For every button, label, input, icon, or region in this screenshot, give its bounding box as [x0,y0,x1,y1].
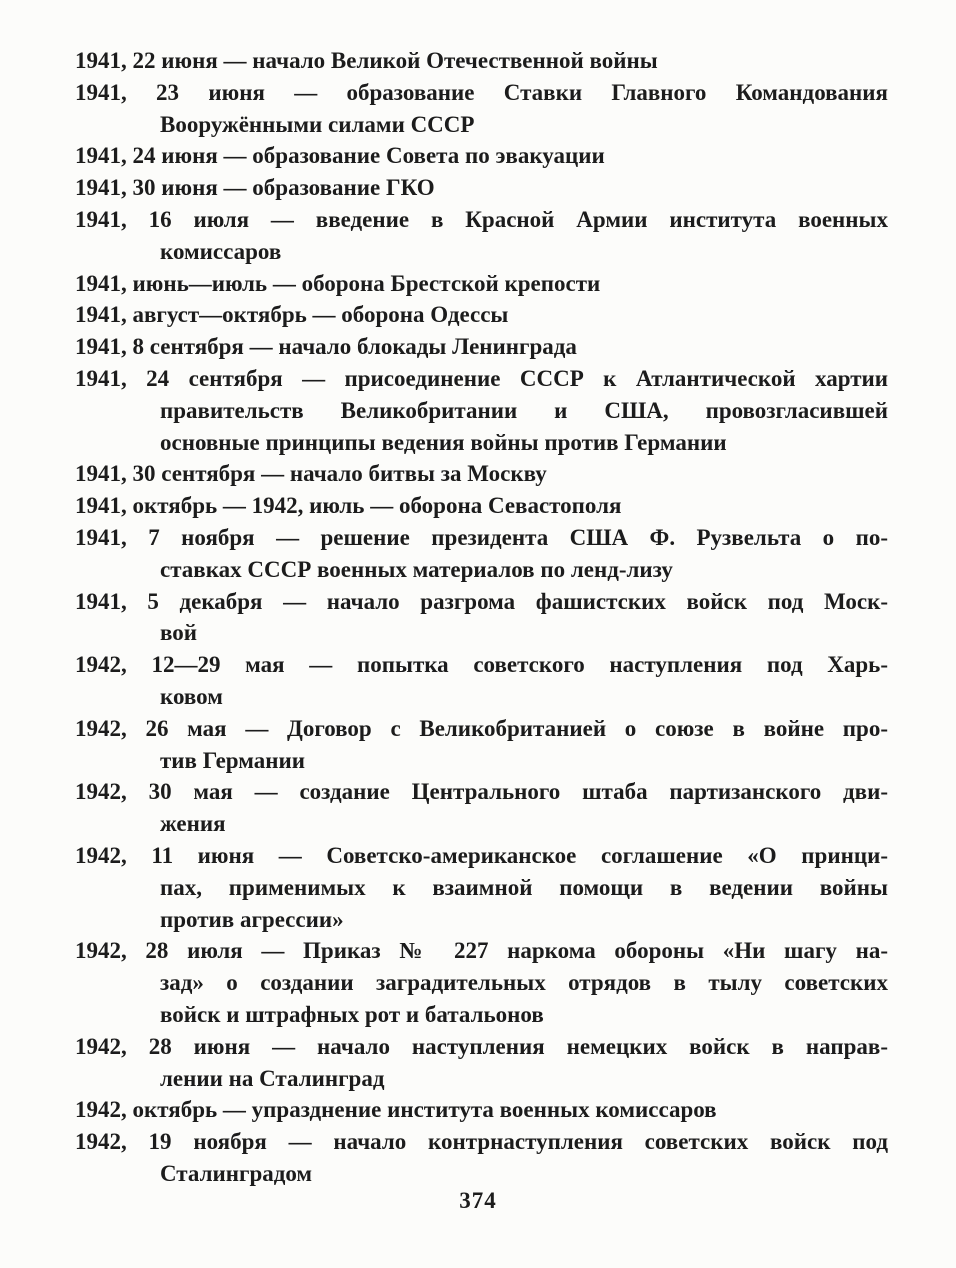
timeline-entry-line: зад» о создании заградительных отрядов в тылу советских [160,970,888,996]
timeline-entry-line: против агрессии» [160,906,344,932]
timeline-entry-line: основные принципы ведения войны против Германии [160,429,727,455]
timeline-entry-line: Вооружёнными силами СССР [160,111,475,137]
timeline-entry-line: 1941, июнь—июль — оборона Брестской крепости [75,270,601,296]
timeline-entry [75,1031,888,1095]
timeline-entry [75,522,888,586]
timeline-entry-line: пах, применимых к взаимной помощи в ведении войны [160,874,888,900]
timeline-entry [75,840,888,935]
timeline-entry [75,490,888,522]
timeline-entry-line: тив Германии [160,747,306,773]
page-footer [0,1186,956,1216]
timeline-entry-line: 1941, август—октябрь — оборона Одессы [75,302,509,328]
timeline-entry [75,586,888,650]
timeline-entry [75,1094,888,1126]
timeline-entry-line: 1941, 23 июня — образование Ставки Главного Командования [75,79,888,105]
timeline-entry [75,172,888,204]
timeline-entry-line: 1941, 22 июня — начало Великой Отечественной войны [75,48,658,73]
timeline-entry [75,331,888,363]
timeline-entry-line: 1941, 30 сентября — начало битвы за Москву [75,461,547,487]
timeline-entry-line: 1941, 8 сентября — начало блокады Ленинграда [75,334,577,360]
timeline-entry [75,299,888,331]
timeline-entry [75,776,888,840]
timeline-entry-line: ковом [160,683,223,709]
timeline-entry-line: 1941, 16 июля — введение в Красной Армии института военных [75,206,888,232]
timeline-entry [75,204,888,268]
timeline-entry-line: правительств Великобритании и США, провозгласившей [160,397,888,423]
timeline-entry-line: ставках СССР военных материалов по ленд-лизу [160,556,673,582]
timeline-entry [75,713,888,777]
timeline-entry-line: 1942, 26 мая — Договор с Великобританией о союзе в войне про- [75,715,888,741]
timeline-entry-line: лении на Сталинград [160,1065,385,1091]
timeline-entry-line: 1941, октябрь — 1942, июль — оборона Севастополя [75,493,622,519]
chronology-list [75,45,888,1190]
timeline-entry-line: жения [160,811,226,837]
timeline-entry-line: 1942, 28 июля — Приказ № 227 наркома обороны «Ни шагу на- [75,938,888,964]
timeline-entry [75,1126,888,1190]
timeline-entry-line: 1942, 30 мая — создание Центрального штаба партизанского дви- [75,779,888,805]
timeline-entry [75,363,888,458]
timeline-entry-line: 1942, 28 июня — начало наступления немецких войск в направ- [75,1033,888,1059]
timeline-entry [75,45,888,77]
timeline-entry-line: 1942, 11 июня — Советско-американское соглашение «О принци- [75,842,888,868]
timeline-entry-line: 1941, 5 декабря — начало разгрома фашистских войск под Моск- [75,588,888,614]
timeline-entry-line: комиссаров [160,238,282,264]
timeline-entry-line: вой [160,620,198,646]
timeline-entry-line: 1941, 7 ноября — решение президента США Ф. Рузвельта о по- [75,524,888,550]
timeline-entry-line: 1941, 24 сентября — присоединение СССР к Атлантической хартии [75,365,888,391]
timeline-entry [75,268,888,300]
timeline-entry-line: 1942, 19 ноября — начало контрнаступления советских войск под [75,1129,888,1155]
timeline-entry-line: Сталинградом [160,1160,313,1186]
timeline-entry-line: войск и штрафных рот и батальонов [160,1001,544,1027]
timeline-entry [75,140,888,172]
timeline-entry-line: 1941, 30 июня — образование ГКО [75,175,435,201]
page-number: 374 [459,1188,497,1213]
timeline-entry-line: 1942, октябрь — упразднение института военных комиссаров [75,1097,717,1123]
timeline-entry-line: 1942, 12—29 мая — попытка советского наступления под Харь- [75,652,888,678]
timeline-entry [75,649,888,713]
timeline-entry [75,458,888,490]
timeline-entry-line: 1941, 24 июня — образование Совета по эвакуации [75,143,605,169]
timeline-entry [75,935,888,1030]
timeline-entry [75,77,888,141]
